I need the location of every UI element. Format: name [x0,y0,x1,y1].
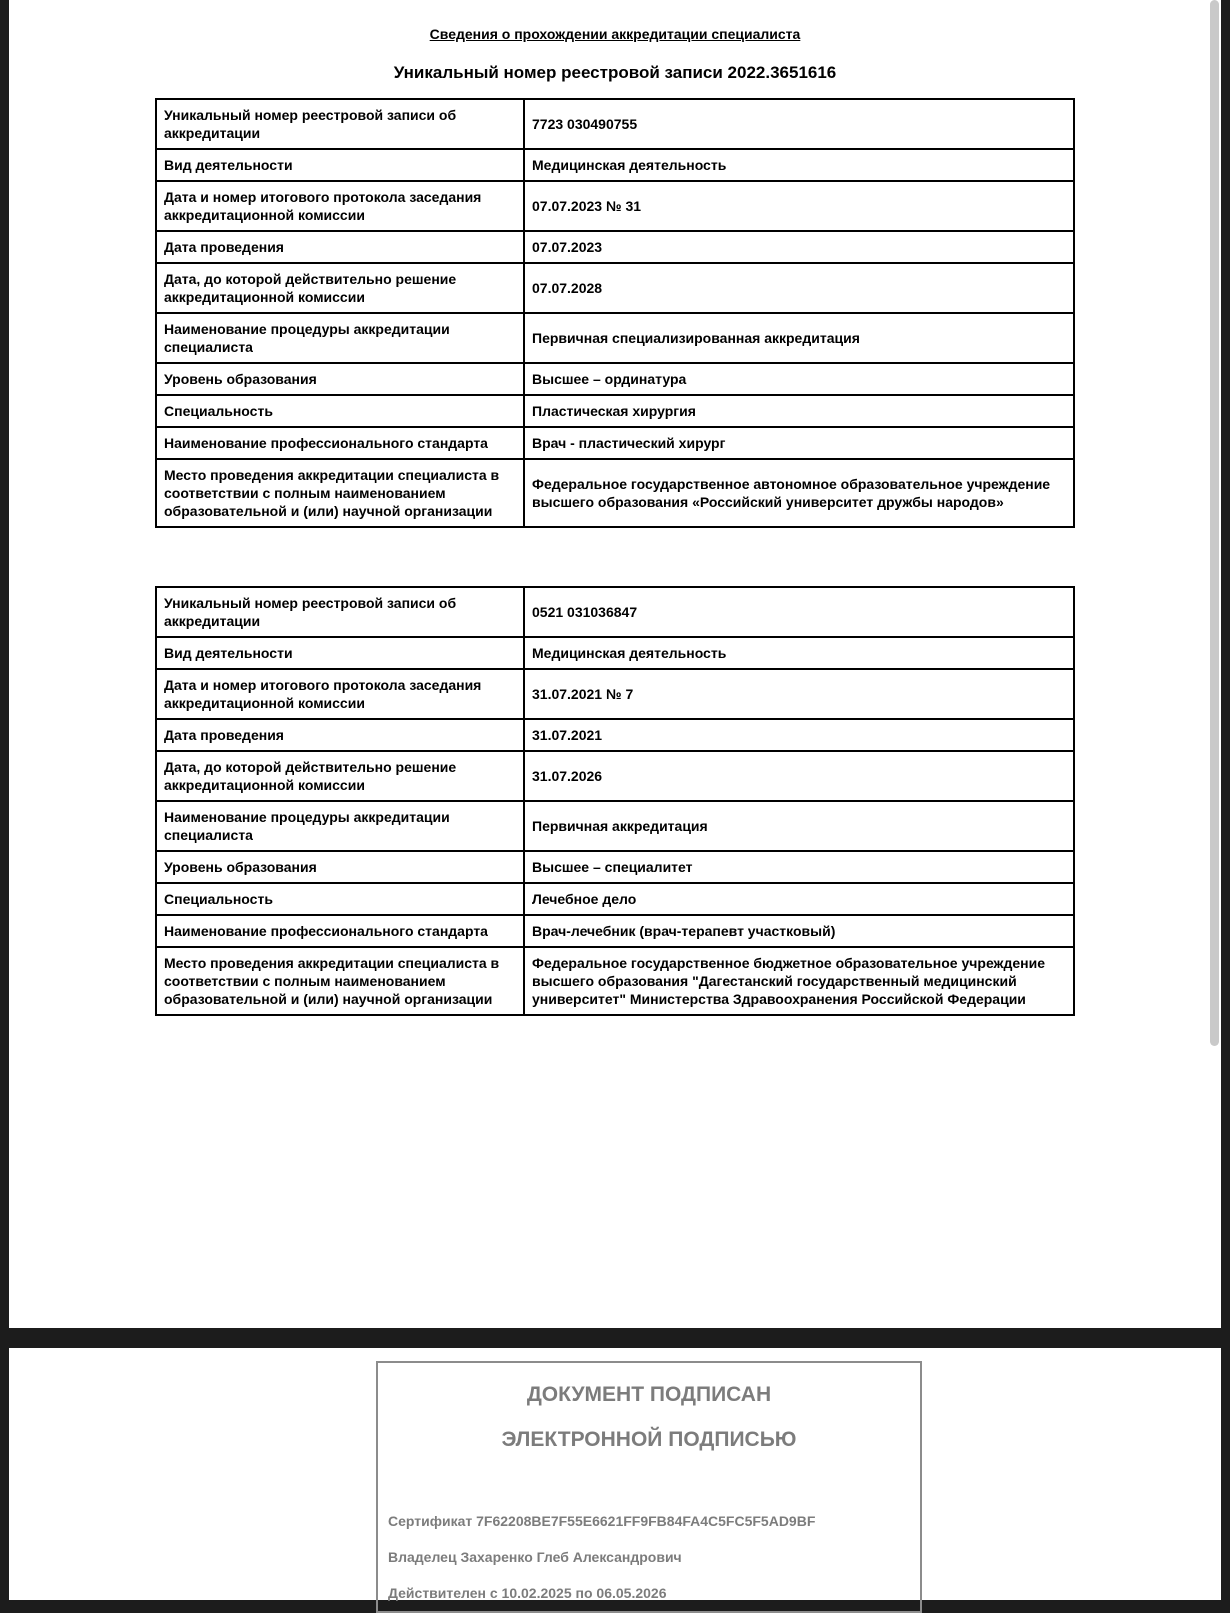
table-row [156,751,1074,801]
row-label: Дата, до которой действительно решение аккредитационной комиссии [156,751,524,801]
row-label: Уровень образования [156,363,524,395]
row-value: 07.07.2028 [524,263,1074,313]
row-value: 31.07.2026 [524,751,1074,801]
row-label: Дата и номер итогового протокола заседания аккредитационной комиссии [156,181,524,231]
row-value: 7723 030490755 [524,99,1074,149]
row-value: 0521 031036847 [524,587,1074,637]
table-row [156,947,1074,1015]
row-value: Высшее – специалитет [524,851,1074,883]
table-row [156,395,1074,427]
document-heading: Сведения о прохождении аккредитации специалиста [429,26,801,42]
row-label: Дата проведения [156,719,524,751]
row-label: Наименование профессионального стандарта [156,427,524,459]
table-row [156,149,1074,181]
document-page-2 [9,1348,1221,1600]
row-label: Дата, до которой действительно решение аккредитационной комиссии [156,263,524,313]
row-label: Вид деятельности [156,149,524,181]
table-row [156,719,1074,751]
row-label: Наименование процедуры аккредитации специалиста [156,313,524,363]
row-value: Медицинская деятельность [524,149,1074,181]
table-row [156,231,1074,263]
row-label: Уникальный номер реестровой записи об аккредитации [156,587,524,637]
row-label: Наименование профессионального стандарта [156,915,524,947]
row-value: Первичная аккредитация [524,801,1074,851]
table-row [156,313,1074,363]
table-row [156,915,1074,947]
stamp-certificate: Сертификат 7F62208BE7F55E6621FF9FB84FA4C5FC5F5AD9BF [388,1513,816,1529]
row-label: Вид деятельности [156,637,524,669]
table-row [156,459,1074,527]
accreditation-record-table-1 [155,98,1075,528]
scrollbar-thumb[interactable] [1210,0,1219,1046]
row-value: Первичная специализированная аккредитация [524,313,1074,363]
stamp-validity: Действителен с 10.02.2025 по 06.05.2026 [388,1585,667,1601]
row-value: Врач-лечебник (врач-терапевт участковый) [524,915,1074,947]
row-label: Дата проведения [156,231,524,263]
row-label: Специальность [156,395,524,427]
row-value: Врач - пластический хирург [524,427,1074,459]
row-label: Наименование процедуры аккредитации специалиста [156,801,524,851]
row-label: Место проведения аккредитации специалиста в соответствии с полным наименованием образовательной и (или) научной организации [156,947,524,1015]
row-value: Медицинская деятельность [524,637,1074,669]
table-row [156,427,1074,459]
table-row [156,99,1074,149]
table-row [156,263,1074,313]
row-value: 07.07.2023 № 31 [524,181,1074,231]
table-row [156,851,1074,883]
table-row [156,181,1074,231]
row-label: Место проведения аккредитации специалиста в соответствии с полным наименованием образовательной и (или) научной организации [156,459,524,527]
row-value: 07.07.2023 [524,231,1074,263]
table-row [156,587,1074,637]
accreditation-record-table-2 [155,586,1075,1016]
row-value: Пластическая хирургия [524,395,1074,427]
row-value: Федеральное государственное автономное образовательное учреждение высшего образования «Российский университет дружбы народов» [524,459,1074,527]
row-label: Специальность [156,883,524,915]
table-row [156,669,1074,719]
row-label: Дата и номер итогового протокола заседания аккредитационной комиссии [156,669,524,719]
document-page-1 [9,0,1221,1328]
table-row [156,883,1074,915]
electronic-signature-stamp [376,1361,922,1613]
document-title: Уникальный номер реестровой записи 2022.3651616 [393,63,837,82]
row-value: Лечебное дело [524,883,1074,915]
row-value: Высшее – ординатура [524,363,1074,395]
row-value: Федеральное государственное бюджетное образовательное учреждение высшего образования "Дагестанский государственный медицинский университет" Министерства Здравоохранения Российской Федерации [524,947,1074,1015]
row-label: Уникальный номер реестровой записи об аккредитации [156,99,524,149]
row-label: Уровень образования [156,851,524,883]
table-row [156,801,1074,851]
row-value: 31.07.2021 № 7 [524,669,1074,719]
stamp-title-line-2: ЭЛЕКТРОННОЙ ПОДПИСЬЮ [501,1428,797,1451]
stamp-title-line-1: ДОКУМЕНТ ПОДПИСАН [526,1383,772,1406]
table-row [156,637,1074,669]
stamp-owner: Владелец Захаренко Глеб Александрович [388,1549,682,1565]
table-row [156,363,1074,395]
row-value: 31.07.2021 [524,719,1074,751]
